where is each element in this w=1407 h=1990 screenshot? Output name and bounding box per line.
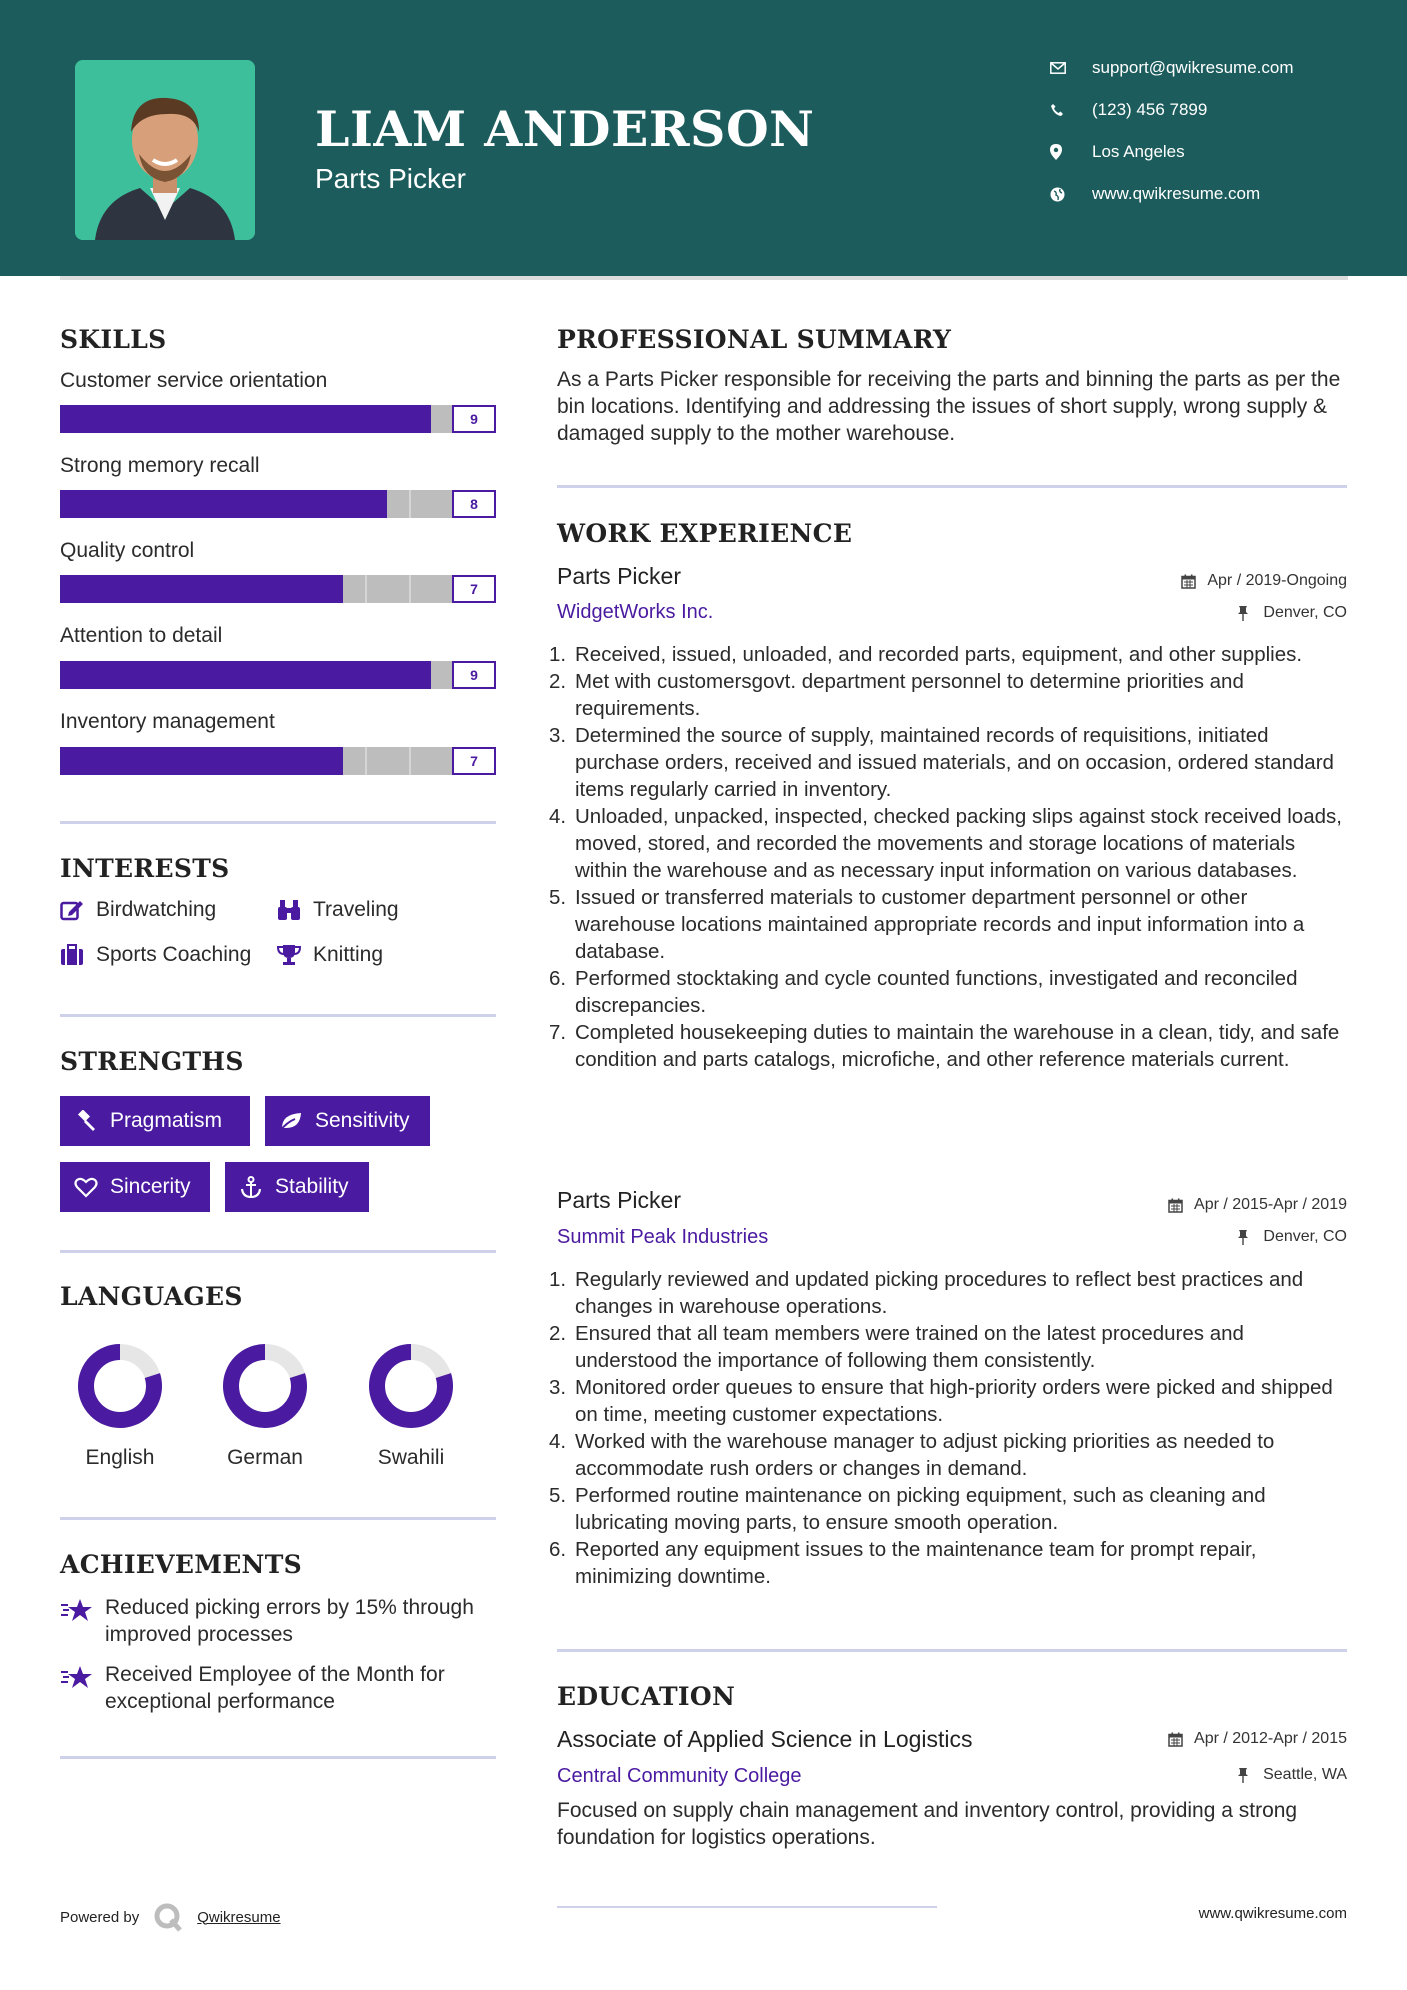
contact-phone[interactable]: [1050, 100, 1207, 120]
language-donut: [76, 1342, 164, 1435]
education-description: Focused on supply chain management and inventory control, providing a strong foundation for logistics operations.: [557, 1799, 1298, 1849]
skill-label: Strong memory recall: [60, 454, 260, 477]
achievement-item: [60, 1594, 500, 1648]
strength-label: Sincerity: [110, 1175, 191, 1198]
strength-tag: [265, 1096, 430, 1146]
interest-item: [277, 943, 383, 967]
strengths-title: STRENGTHS: [60, 1047, 244, 1076]
skill-bar-segment: [365, 575, 367, 603]
section-divider: [60, 821, 496, 824]
language-donut: [367, 1342, 455, 1435]
job-responsibilities: [549, 641, 1347, 1073]
list-item: 6. Performed stocktaking and cycle counted functions, investigated and reconciled discrepancies.: [549, 967, 1298, 1017]
achievements-title: ACHIEVEMENTS: [60, 1550, 302, 1579]
heart-icon: [74, 1175, 100, 1199]
education-location-text: Seattle, WA: [1263, 1766, 1347, 1783]
list-item: 1. Received, issued, unloaded, and recorded parts, equipment, and other supplies.: [549, 643, 1303, 666]
interest-label: Traveling: [313, 898, 399, 921]
strength-label: Sensitivity: [315, 1109, 410, 1132]
contact-phone-text: (123) 456 7899: [1092, 100, 1208, 119]
contact-location: [1050, 142, 1185, 162]
list-item: 7. Completed housekeeping duties to maintain the warehouse in a clean, tidy, and safe condition and parts catalogs, microfiche, and other reference materials current.: [549, 1021, 1340, 1071]
header-divider: [60, 276, 1348, 280]
language-label: Swahili: [377, 1446, 445, 1469]
skill-level-badge: 9: [452, 661, 496, 689]
skill-label: Inventory management: [60, 710, 275, 733]
job-location-text: Denver, CO: [1263, 604, 1347, 621]
powered-by-text: Powered by: [60, 1908, 140, 1926]
list-item: 1. Regularly reviewed and updated picking procedures to reflect best practices and changes in warehouse operations.: [549, 1268, 1304, 1318]
skill-bar-fill: [60, 490, 387, 518]
leaf-icon: [279, 1109, 305, 1133]
edit-icon: [60, 898, 86, 922]
anchor-icon: [239, 1175, 265, 1199]
company-name: Summit Peak Industries: [557, 1226, 769, 1248]
job-location: [1237, 1228, 1347, 1246]
contact-email-text: support@qwikresume.com: [1092, 58, 1294, 77]
list-item: 6. Reported any equipment issues to the maintenance team for prompt repair, minimizing downtime.: [549, 1538, 1257, 1588]
language-label: German: [227, 1446, 303, 1469]
list-item: 2. Ensured that all team members were trained on the latest procedures and understood the importance of following them consistently.: [549, 1322, 1244, 1372]
skill-bar-fill: [60, 747, 343, 775]
interest-item: [60, 943, 251, 967]
education-dates: [1168, 1730, 1347, 1748]
education-dates-text: Apr / 2012-Apr / 2015: [1194, 1730, 1347, 1747]
job-dates: [1181, 572, 1347, 590]
education-title: EDUCATION: [557, 1682, 736, 1711]
envelope-icon: [1050, 59, 1078, 77]
skill-bar-segment: [409, 575, 411, 603]
section-divider: [60, 1250, 496, 1253]
skill-bar-fill: [60, 661, 431, 689]
skill-bar-segment: [409, 490, 411, 518]
strength-label: Stability: [275, 1175, 349, 1198]
job-location-text: Denver, CO: [1263, 1228, 1347, 1245]
skill-level-badge: 9: [452, 405, 496, 433]
skill-level-badge: 7: [452, 575, 496, 603]
experience-title: WORK EXPERIENCE: [557, 519, 853, 548]
achievement-text: Received Employee of the Month for exceptional performance: [105, 1663, 445, 1713]
pushpin-icon: [1237, 604, 1255, 622]
skill-label: Customer service orientation: [60, 369, 328, 392]
job-title: Parts Picker: [557, 1187, 681, 1213]
globe-icon: [1050, 185, 1078, 203]
gavel-icon: [74, 1109, 100, 1133]
skill-bar-segment: [409, 747, 411, 775]
summary-text: As a Parts Picker responsible for receiving the parts and binning the parts as per the bin locations. Identifying and addressing the issues of short supply, wrong supply & damaged supply to the mother warehouse.: [557, 368, 1341, 445]
language-label: English: [85, 1446, 155, 1469]
skill-bar: [60, 405, 496, 433]
trophy-icon: [277, 943, 303, 967]
interest-item: [60, 898, 216, 922]
star-icon: [60, 1661, 94, 1715]
powered-by: [60, 1902, 281, 1932]
company-name: WidgetWorks Inc.: [557, 601, 714, 623]
skill-bar-segment: [365, 747, 367, 775]
language-donut: [221, 1342, 309, 1435]
candidate-name: LIAM ANDERSON: [315, 100, 815, 158]
skill-label: Attention to detail: [60, 624, 223, 647]
calendar-icon: [1168, 1730, 1186, 1748]
list-item: 2. Met with customersgovt. department personnel to determine priorities and requirements.: [549, 670, 1244, 720]
interest-label: Birdwatching: [96, 898, 217, 921]
candidate-role: Parts Picker: [315, 163, 466, 194]
footer-website[interactable]: www.qwikresume.com: [1198, 1905, 1347, 1922]
degree-title: Associate of Applied Science in Logistics: [557, 1726, 973, 1752]
list-item: 5. Performed routine maintenance on picking equipment, such as cleaning and lubricating moving parts, to ensure smooth operation.: [549, 1484, 1266, 1534]
calendar-icon: [1181, 572, 1199, 590]
skill-level-badge: 7: [452, 747, 496, 775]
skill-bar: [60, 747, 496, 775]
job-dates-text: Apr / 2015-Apr / 2019: [1194, 1196, 1347, 1213]
skill-bar: [60, 661, 496, 689]
qwikresume-logo-icon: [153, 1902, 183, 1932]
footer-divider: [557, 1906, 937, 1908]
calendar-icon: [1168, 1196, 1186, 1214]
section-divider: [60, 1014, 496, 1017]
contact-email[interactable]: [1050, 58, 1294, 78]
interest-label: Knitting: [313, 943, 384, 966]
strength-tag: [60, 1162, 210, 1212]
languages-title: LANGUAGES: [60, 1282, 243, 1311]
strength-tag: [60, 1096, 250, 1146]
strength-tag: [225, 1162, 369, 1212]
job-location: [1237, 604, 1347, 622]
brand-link[interactable]: Qwikresume: [197, 1908, 281, 1926]
section-divider: [60, 1517, 496, 1520]
job-responsibilities: [549, 1266, 1347, 1590]
skills-title: SKILLS: [60, 325, 167, 354]
skill-label: Quality control: [60, 539, 195, 562]
interest-label: Sports Coaching: [96, 943, 252, 966]
map-marker-icon: [1050, 143, 1078, 161]
list-item: 4. Worked with the warehouse manager to adjust picking priorities as needed to accommodate rush orders or changes in demand.: [549, 1430, 1275, 1480]
education-location: [1237, 1766, 1347, 1784]
job-dates: [1168, 1196, 1347, 1214]
interests-title: INTERESTS: [60, 854, 230, 883]
list-item: 3. Determined the source of supply, maintained records of requisitions, initiated purchase orders, received and issued materials, and on occasion, ordered standard items regularly carried in inventory.: [549, 724, 1334, 801]
skill-level-badge: 8: [452, 490, 496, 518]
star-icon: [60, 1594, 94, 1648]
phone-icon: [1050, 101, 1078, 119]
list-item: 5. Issued or transferred materials to customer department personnel or other warehouse locations maintained appropriate records and input information into a database.: [549, 886, 1305, 963]
contact-location-text: Los Angeles: [1092, 142, 1185, 161]
job-dates-text: Apr / 2019-Ongoing: [1207, 572, 1347, 589]
list-item: 4. Unloaded, unpacked, inspected, checked packing slips against stock received loads, moved, stored, and recorded the movements and storage locations of materials within the warehouse and as necessary input information on various databases.: [549, 805, 1342, 882]
skill-bar-fill: [60, 575, 343, 603]
section-divider: [60, 1756, 496, 1759]
achievement-text: Reduced picking errors by 15% through improved processes: [105, 1596, 474, 1646]
achievement-item: [60, 1661, 500, 1715]
strength-label: Pragmatism: [110, 1109, 223, 1132]
contact-website[interactable]: [1050, 184, 1260, 204]
interest-item: [277, 898, 399, 922]
profile-photo: [75, 60, 255, 240]
skill-bar: [60, 490, 496, 518]
briefcase-icon: [60, 943, 86, 967]
binoculars-icon: [277, 898, 303, 922]
job-title: Parts Picker: [557, 563, 681, 589]
skill-bar: [60, 575, 496, 603]
resume-header: [0, 0, 1407, 276]
pushpin-icon: [1237, 1228, 1255, 1246]
skill-bar-fill: [60, 405, 431, 433]
section-divider: [557, 1649, 1347, 1652]
list-item: 3. Monitored order queues to ensure that high-priority orders were picked and shipped on time, meeting customer expectations.: [549, 1376, 1333, 1426]
section-divider: [557, 485, 1347, 488]
contact-website-text: www.qwikresume.com: [1092, 184, 1261, 203]
summary-title: PROFESSIONAL SUMMARY: [557, 325, 952, 354]
school-name: Central Community College: [557, 1765, 802, 1787]
pushpin-icon: [1237, 1766, 1255, 1784]
